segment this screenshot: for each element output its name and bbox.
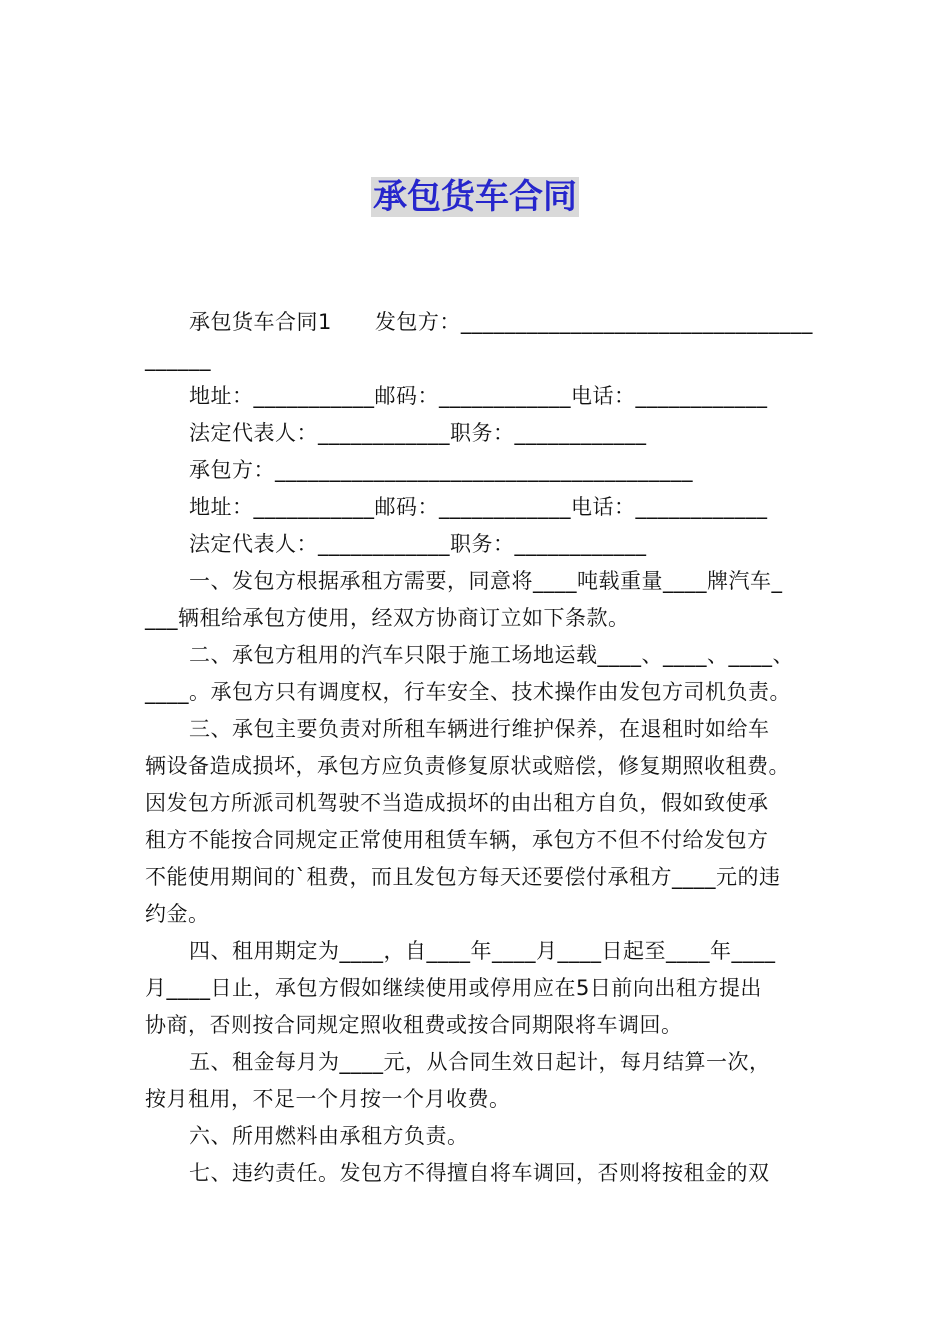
clause-5-line-2: 按月租用，不足一个月按一个月收费。 <box>145 1087 511 1111</box>
document-title <box>0 174 950 220</box>
clause-2-line-1: 二、承包方租用的汽车只限于施工场地运载____、____、____、 <box>189 643 794 667</box>
clause-4-line-3: 协商，否则按合同规定照收租费或按合同期限将车调回。 <box>145 1013 683 1037</box>
clause-3-line-2: 辆设备造成损坏，承包方应负责修复原状或赔偿，修复期照收租费。 <box>145 754 790 778</box>
clause-6-line-1: 六、所用燃料由承租方负责。 <box>189 1124 469 1148</box>
clause-4-line-1: 四、租用期定为____，自____年____月____日起至____年____ <box>189 939 776 963</box>
clause-3-line-3: 因发包方所派司机驾驶不当造成损坏的由出租方自负，假如致使承 <box>145 791 769 815</box>
contract-header-line: 承包货车合同1 发包方：________________________________ <box>189 310 813 334</box>
party-b-line: 承包方：______________________________________ <box>189 458 693 482</box>
clause-7-line-1: 七、违约责任。发包方不得擅自将车调回，否则将按租金的双 <box>189 1161 770 1185</box>
party-a-representative-line: 法定代表人：____________职务：____________ <box>189 421 647 445</box>
clause-2-line-2: ____。承包方只有调度权，行车安全、技术操作由发包方司机负责。 <box>145 680 791 704</box>
title-text: 承包货车合同 <box>373 177 577 217</box>
document-body <box>145 304 813 1192</box>
clause-3-line-4: 租方不能按合同规定正常使用租赁车辆，承包方不但不付给发包方 <box>145 828 769 852</box>
party-b-representative-line: 法定代表人：____________职务：____________ <box>189 532 647 556</box>
clause-3-line-6: 约金。 <box>145 902 210 926</box>
clause-4-line-2: 月____日止，承包方假如继续使用或停用应在5日前向出租方提出 <box>145 976 762 1000</box>
contract-header-continuation: ______ <box>145 347 211 371</box>
clause-3-line-1: 三、承包主要负责对所租车辆进行维护保养，在退租时如给车 <box>189 717 770 741</box>
clause-3-line-5: 不能使用期间的`租费，而且发包方每天还要偿付承租方____元的违 <box>145 865 781 889</box>
party-a-contact-line: 地址：___________邮码：____________电话：____________ <box>189 384 768 408</box>
clause-1-line-2: ___辆租给承包方使用，经双方协商订立如下条款。 <box>145 606 630 630</box>
party-b-contact-line: 地址：___________邮码：____________电话：____________ <box>189 495 768 519</box>
clause-1-line-1: 一、发包方根据承租方需要，同意将____吨载重量____牌汽车_ <box>189 569 783 593</box>
clause-5-line-1: 五、租金每月为____元，从合同生效日起计，每月结算一次， <box>189 1050 771 1074</box>
